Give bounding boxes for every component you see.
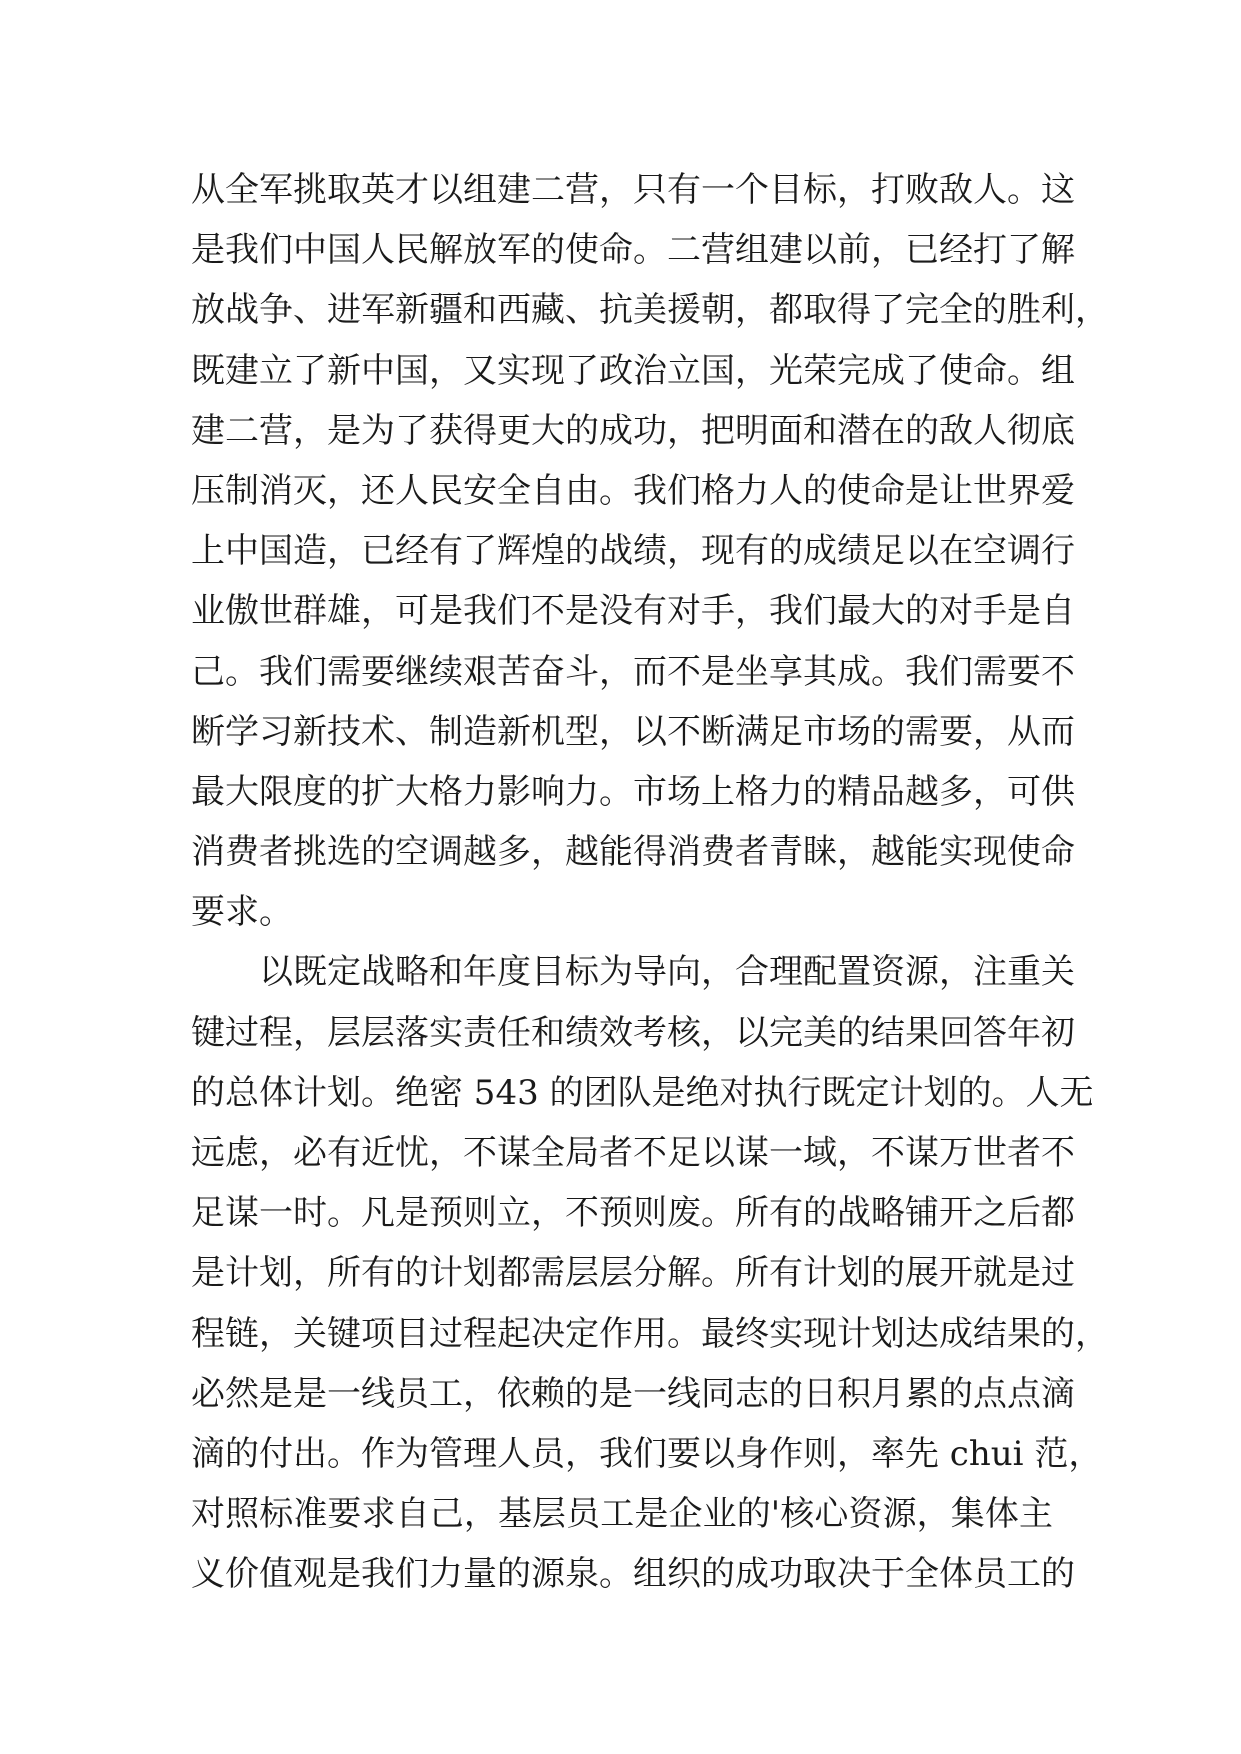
text-line: 放战争、进军新疆和西藏、抗美援朝，都取得了完全的胜利， bbox=[191, 290, 1109, 331]
text-line: 消费者挑选的空调越多，越能得消费者青睐，越能实现使命 bbox=[191, 832, 1075, 873]
text-line: 键过程，层层落实责任和绩效考核，以完美的结果回答年初 bbox=[191, 1012, 1075, 1053]
paragraph-strategy bbox=[191, 942, 1109, 1604]
text-line: 己。我们需要继续艰苦奋斗，而不是坐享其成。我们需要不 bbox=[191, 651, 1075, 692]
text-line: 业傲世群雄，可是我们不是没有对手，我们最大的对手是自 bbox=[191, 591, 1075, 632]
text-line: 的总体计划。绝密 543 的团队是绝对执行既定计划的。人无 bbox=[191, 1072, 1094, 1113]
body-text bbox=[191, 160, 1109, 1605]
paragraph-mission bbox=[191, 160, 1109, 942]
text-line: 义价值观是我们力量的源泉。组织的成功取决于全体员工的 bbox=[191, 1554, 1075, 1595]
text-line: 上中国造，已经有了辉煌的战绩，现有的成绩足以在空调行 bbox=[191, 531, 1075, 572]
text-line: 足谋一时。凡是预则立，不预则废。所有的战略铺开之后都 bbox=[191, 1193, 1075, 1234]
text-line: 必然是是一线员工，依赖的是一线同志的日积月累的点点滴 bbox=[191, 1373, 1075, 1414]
text-line: 是计划，所有的计划都需层层分解。所有计划的展开就是过 bbox=[191, 1253, 1075, 1294]
text-line: 要求。 bbox=[191, 892, 293, 933]
text-line: 断学习新技术、制造新机型，以不断满足市场的需要，从而 bbox=[191, 711, 1075, 752]
text-line: 对照标准要求自己，基层员工是企业的'核心资源，集体主 bbox=[191, 1494, 1053, 1535]
text-line: 滴的付出。作为管理人员，我们要以身作则，率先 chui 范， bbox=[191, 1433, 1103, 1474]
text-line: 程链，关键项目过程起决定作用。最终实现计划达成结果的， bbox=[191, 1313, 1109, 1354]
text-line: 建二营，是为了获得更大的成功，把明面和潜在的敌人彻底 bbox=[191, 410, 1075, 451]
text-line: 是我们中国人民解放军的使命。二营组建以前，已经打了解 bbox=[191, 230, 1075, 271]
text-line: 既建立了新中国，又实现了政治立国，光荣完成了使命。组 bbox=[191, 350, 1075, 391]
text-line: 压制消灭，还人民安全自由。我们格力人的使命是让世界爱 bbox=[191, 470, 1075, 511]
text-line: 从全军挑取英才以组建二营，只有一个目标，打败敌人。这 bbox=[191, 170, 1075, 210]
text-line: 远虑，必有近忧，不谋全局者不足以谋一域，不谋万世者不 bbox=[191, 1133, 1075, 1173]
text-line: 最大限度的扩大格力影响力。市场上格力的精品越多，可供 bbox=[191, 771, 1075, 812]
text-line: 以既定战略和年度目标为导向，合理配置资源，注重关 bbox=[259, 952, 1075, 993]
